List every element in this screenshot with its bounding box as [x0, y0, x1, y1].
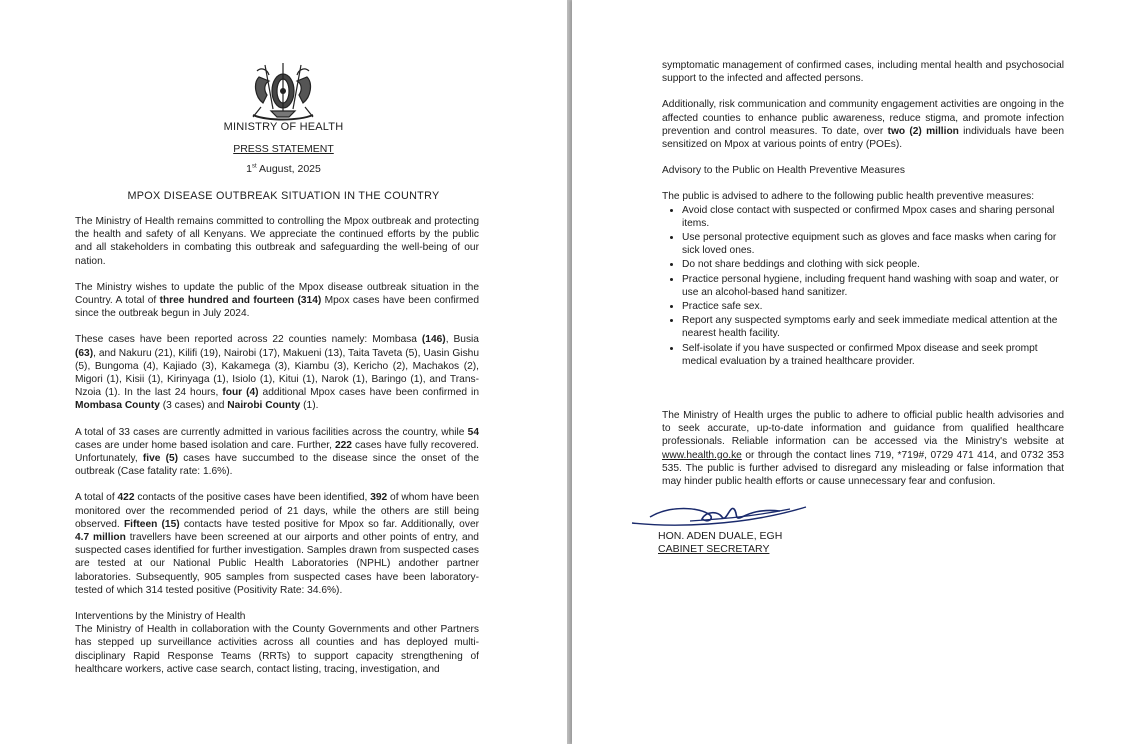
- list-item: • Do not share beddings and clothing with sick people.: [682, 258, 1064, 271]
- right-body: [662, 59, 1064, 488]
- list-item: • Use personal protective equipment such as gloves and face masks when caring for sick loved ones.: [682, 231, 1064, 257]
- advisory-intro: The public is advised to adhere to the following public health preventive measures:: [662, 191, 1035, 203]
- advisory-list: [662, 204, 1064, 368]
- left-body: [75, 215, 479, 676]
- paragraph-closing: The Ministry of Health urges the public to adhere to official public health advisories and to seek accurate, up-to-date information and guidance from qualified healthcare professionals. Reliable information can be accessed via the Ministry's website at www.health.go.ke or through the contact lines 719, *719#, 0729 471 414, and 0732 353 535. The public is further advised to disregard any misleading or false information that may hinder public health efforts or cause unnecessary fear and confusion.: [662, 410, 1064, 488]
- ministry-name: MINISTRY OF HEALTH: [223, 121, 344, 133]
- paragraph-intro: The Ministry of Health remains committed to controlling the Mpox outbreak and protecting the health and safety of all Kenyans. We appreciate the continued efforts by the public and all stakeholders in combating this outbreak and safeguarding the well-being of our nation.: [75, 216, 479, 267]
- advisory-heading: Advisory to the Public on Health Preventive Measures: [662, 165, 905, 177]
- paragraph-admissions: A total of 33 cases are currently admitted in various facilities across the country, while 54 cases are under home based isolation and care. Further, 222 cases have fully recovered. Unfortunately, five (5) cases have succumbed to the disease since the onset of the outbreak (Case fatality rate: 1.6%).: [75, 426, 480, 478]
- list-item: • Practice safe sex.: [682, 300, 1064, 313]
- paragraph-counties: These cases have been reported across 22 counties namely: Mombasa (146), Busia (63), and Nakuru (21), Kilifi (19), Nairobi (17), Makueni (13), Taita Taveta (5), Uasin Gishu (5), Bungoma (4), Kajiado (3), Kakamega (3), Kiambu (3), Kericho (2), Machakos (2), Migori (1), Kisii (1), Kirinyaga (1), Isiolo (1), Kitui (1), Narok (1), Baringo (1), and Trans-Nzoia (1). In the last 24 hours, four (4) additional Mpox cases have been confirmed in Mombasa County (3 cases) and Nairobi County (1).: [75, 334, 479, 412]
- list-item: • Avoid close contact with suspected or confirmed Mpox cases and sharing personal items.: [682, 204, 1064, 230]
- statement-date: 1st August, 2025: [246, 163, 321, 175]
- signer-name: HON. ADEN DUALE, EGH: [658, 530, 783, 542]
- paragraph-symptomatic: symptomatic management of confirmed cases, including mental health and psychosocial support to the infected and affected persons.: [662, 60, 1064, 85]
- list-item: • Self-isolate if you have suspected or confirmed Mpox disease and seek prompt medical evaluation by a trained healthcare provider.: [682, 342, 1064, 368]
- paragraph-contacts: A total of 422 contacts of the positive cases have been identified, 392 of whom have been monitored over the recommended period of 21 days, while the others are still being observed. Fifteen (15) contacts have tested positive for Mpox so far. Additionally, over 4.7 million travellers have been screened at our airports and other points of entry, and suspected cases identified for further investigation. Samples drawn from suspected cases are tested at our National Public Health Laboratories (NPHL) andother partner laboratories. Subsequently, 905 samples from suspected cases have been laboratory-tested of which 314 tested positive (Positivity Rate: 34.6%).: [75, 492, 480, 596]
- signature-icon: [630, 497, 810, 533]
- list-item: • Practice personal hygiene, including frequent hand washing with soap and water, or use an alcohol-based hand sanitizer.: [682, 273, 1064, 299]
- signer-title: CABINET SECRETARY: [658, 543, 770, 555]
- interventions-heading: Interventions by the Ministry of Health: [75, 611, 246, 623]
- document-title: MPOX DISEASE OUTBREAK SITUATION IN THE COUNTRY: [127, 190, 440, 202]
- press-statement-label: PRESS STATEMENT: [233, 143, 334, 155]
- coat-of-arms-icon: [243, 57, 323, 123]
- paragraph-risk-communication: Additionally, risk communication and community engagement activities are ongoing in the affected counties to enhance public awareness, reduce stigma, and promote infection prevention and control measures. To date, over two (2) million individuals have been sensitized on Mpox at various points of entry (POEs).: [662, 99, 1064, 151]
- paragraph-total-cases: The Ministry wishes to update the public of the Mpox disease outbreak situation in the Country. A total of three hundred and fourteen (314) Mpox cases have been confirmed since the outbreak begun in July 2024.: [75, 281, 479, 320]
- paragraph-interventions: The Ministry of Health in collaboration with the County Governments and other Partners has stepped up surveillance activities across all counties and has deployed multi-disciplinary Rapid Response Teams (RRTs) to support capacity strengthening of healthcare workers, active case search, contact listing, tracing, investigation, and: [75, 624, 479, 675]
- website-link[interactable]: www.health.go.ke: [662, 449, 742, 461]
- list-item: • Report any suspected symptoms early and seek immediate medical attention at the nearest health facility.: [682, 314, 1064, 340]
